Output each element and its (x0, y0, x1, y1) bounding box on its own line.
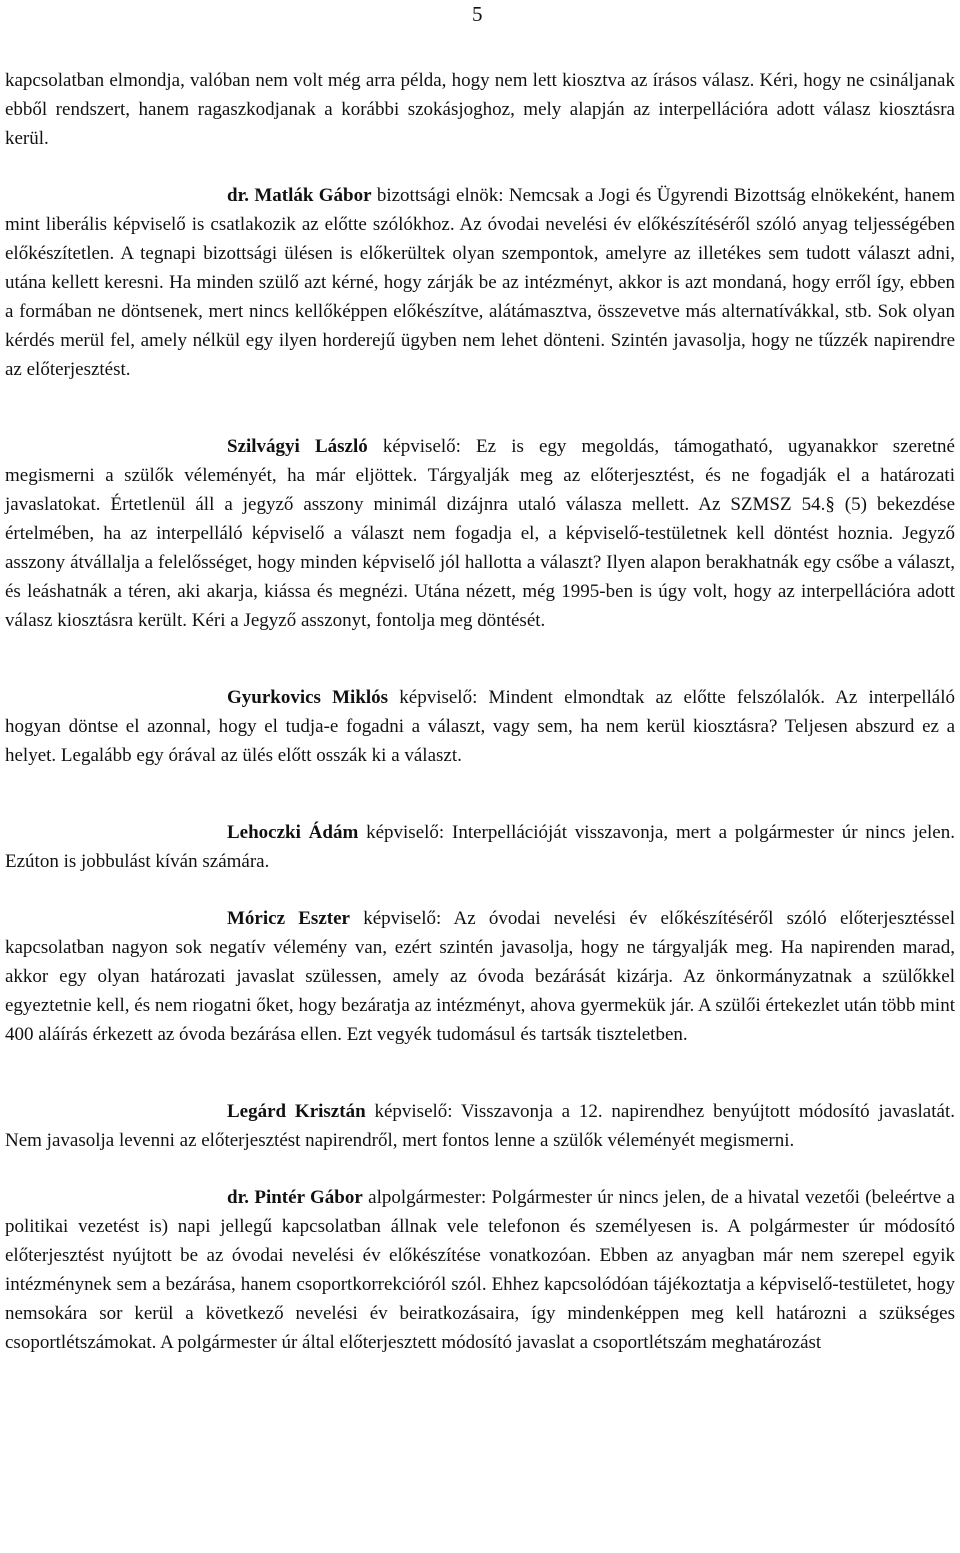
speaker-role: képviselő: (358, 822, 445, 843)
speaker-name: dr. Matlák Gábor (227, 185, 372, 206)
speech-pinter (5, 1183, 955, 1357)
intro-paragraph: kapcsolatban elmondja, valóban nem volt még arra példa, hogy nem lett kiosztva az írásos válasz. Kéri, hogy ne csináljanak ebből rendszert, hanem ragaszkodjanak a korábbi szokásjoghoz, mely alapján az interpellációra adott válasz kiosztásra kerül. (5, 70, 955, 149)
speaker-role: alpolgármester: (362, 1187, 487, 1208)
speaker-name: Legárd Krisztán (227, 1101, 366, 1122)
speech-text: Interpellációját visszavonja, mert a polgármester úr nincs jelen. Ezúton is jobbulást kíván számára. (5, 822, 955, 872)
speaker-name: Gyurkovics Miklós (227, 687, 389, 708)
speech-text: Visszavonja a 12. napirendhez benyújtott módosító javaslatát. Nem javasolja levenni az előterjesztést napirendről, mert fontos lenne a szülők véleményét megismerni. (5, 1101, 955, 1151)
speech-text: Mindent elmondtak az előtte felszólalók. Az interpelláló hogyan döntse el azonnal, hogy el tudja-e fogadni a választ, vagy sem, ha nem kerül kiosztásra? Teljesen abszurd ez a helyet. Legalább egy órával az ülés előtt osszák ki a választ. (5, 687, 956, 766)
speech-text: Az óvodai nevelési év előkészítéséről szóló előterjesztéssel kapcsolatban nagyon sok negatív vélemény van, ezért szintén javasolja, hogy ne tárgyalják meg. Ha napirenden marad, akkor egy olyan határozati javaslat szülessen, amely az óvoda bezárását kizárja. Az önkormányzatnak a szülőkkel egyeztetnie kell, és nem riogatni őket, hogy bezáratja az intézményt, ahova gyermekük jár. A szülői értekezlet után több mint 400 aláírás érkezett az óvoda bezárása ellen. Ezt vegyék tudomásul és tartsák tiszteletben. (5, 908, 955, 1045)
speech-gyurkovics (5, 683, 955, 770)
speech-matlak (5, 181, 955, 384)
speech-text: Ez is egy megoldás, támogatható, ugyanakkor szeretné megismerni a szülők véleményét, ha már eljöttek. Tárgyalják meg az előterjesztést, és ne fogadják el a határozati javaslatokat. Értetlenül áll a jegyző asszony minimál dizájnra utaló válasza mellett. Az SZMSZ 54.§ (5) bekezdése értelmében, ha az interpelláló képviselő a választ nem fogadja el, a képviselő-testületnek kell döntést hoznia. Jegyző asszony átvállalja a felelősséget, hogy minden képviselő jól hallotta a választ? Ilyen alapon berakhatnák egy csőbe a választ, és leáshatnák a téren, aki akarja, kiássa és megnézi. Utána nézett, még 1995-ben is úgy volt, hogy az interpellációra adott válasz kiosztásra került. Kéri a Jegyző asszonyt, fontolja meg döntését. (5, 436, 955, 631)
speech-text: Nemcsak a Jogi és Ügyrendi Bizottság elnökeként, hanem mint liberális képviselő is csatlakozik az előtte szólókhoz. Az óvodai nevelési év előkészítéséről szóló anyag teljességében előkészítetlen. A tegnapi bizottsági ülésen is előkerültek olyan szempontok, amelyre az illetékes sem tudott választ adni, utána kellett keresni. Ha minden szülő azt kérné, hogy zárják be az intézményt, akkor is azt mondaná, hogy erről így, ebben a formában ne döntsenek, mert nincs kellőképpen előkészítve, alátámasztva, összevetve más alternatívákkal, stb. Sok olyan kérdés merül fel, amely nélkül egy ilyen horderejű ügyben nem lehet dönteni. Szintén javasolja, hogy ne tűzzék napirendre az előterjesztést. (5, 185, 955, 380)
speech-moricz (5, 904, 955, 1049)
speaker-role: képviselő: (388, 687, 478, 708)
speaker-name: Szilvágyi László (227, 436, 368, 457)
speaker-role: képviselő: (365, 1101, 453, 1122)
speech-legard (5, 1097, 955, 1155)
speaker-role: bizottsági elnök: (371, 185, 504, 206)
speaker-role: képviselő: (367, 436, 461, 457)
speech-text: Polgármester úr nincs jelen, de a hivatal vezetői (beleértve a politikai vezetést is) napi jellegű kapcsolatban állnak vele telefonon és személyesen is. A polgármester úr módosító előterjesztést nyújtott be az óvodai nevelési év előkészítése vonatkozóan. Ebben az anyagban már nem szerepel egyik intézménynek sem a bezárása, hanem csoportkorrekcióról szól. Ehhez kapcsolódóan tájékoztatja a képviselő-testületet, hogy nemsokára sor kerül a következő nevelési év beiratkozásaira, így mindenképpen meg kell határozni a szükséges csoportlétszámokat. A polgármester úr által előterjesztett módosító javaslat a csoportlétszám meghatározást (5, 1187, 955, 1353)
speaker-name: dr. Pintér Gábor (227, 1187, 363, 1208)
page-number: 5 (472, 2, 483, 26)
speech-lehoczki (5, 818, 955, 876)
speaker-name: Móricz Eszter (227, 908, 350, 929)
document-body (5, 66, 955, 1357)
speaker-name: Lehoczki Ádám (227, 822, 359, 843)
speaker-role: képviselő: (349, 908, 442, 929)
speech-szilvagyi (5, 432, 955, 635)
